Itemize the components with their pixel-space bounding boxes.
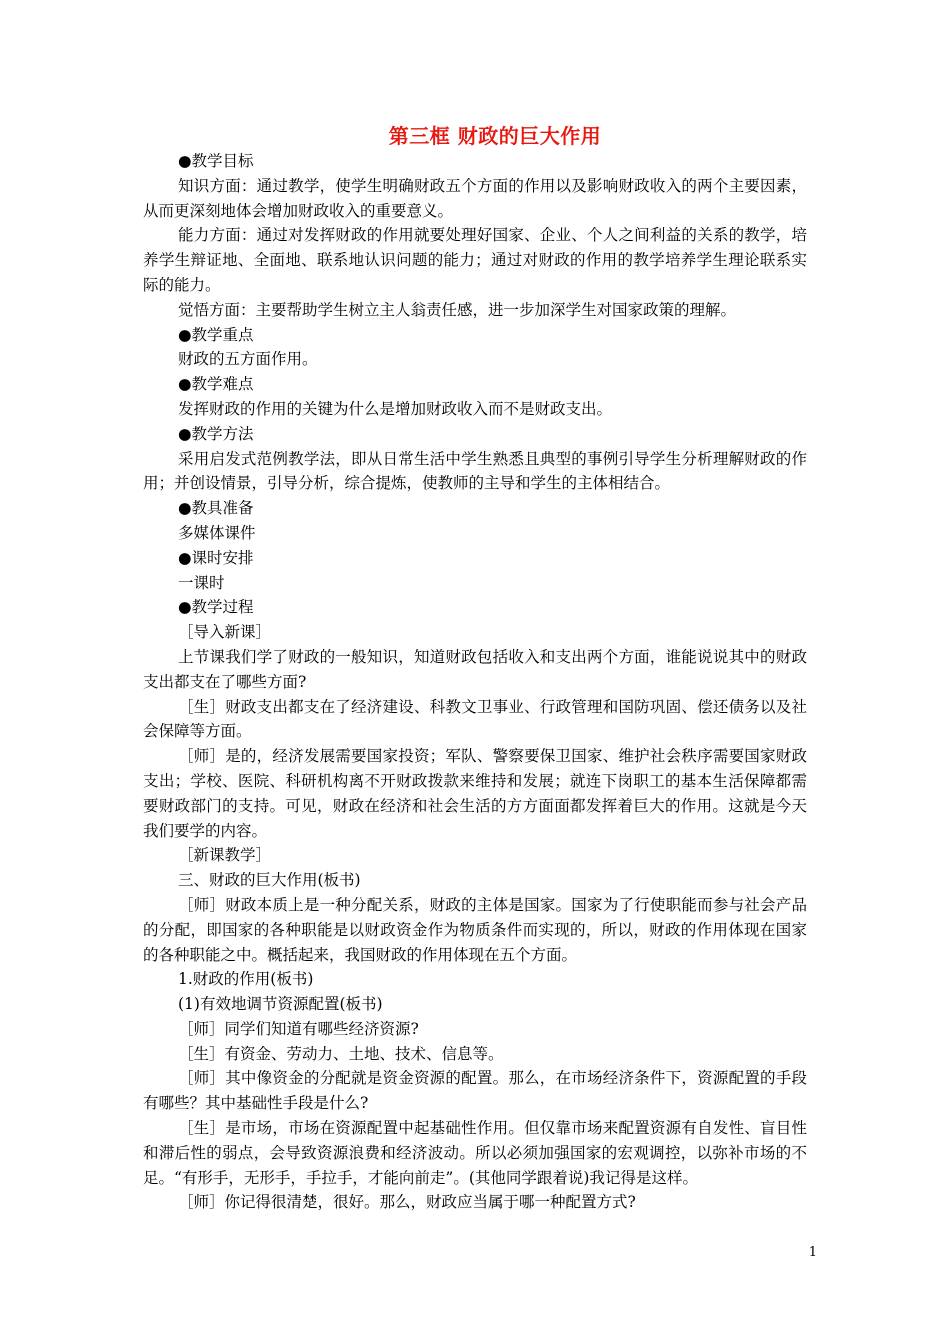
section-heading: ●教学目标 (178, 152, 254, 170)
paragraph: ［新课教学］ (178, 846, 272, 865)
paragraph: ［师］你记得很清楚，很好。那么，财政应当属于哪一种配置方式? (178, 1193, 636, 1212)
paragraph: 发挥财政的作用的关键为什么是增加财政收入而不是财政支出。 (178, 399, 613, 418)
paragraph: 三、财政的巨大作用(板书) (178, 871, 361, 890)
paragraph: ［师］财政本质上是一种分配关系，财政的主体是国家。国家为了行使职能而参与社会产品的分配，即国家的各种职能是以财政资金作为物质条件而实现的，所以，财政的作用体现在国家的各种职能之中。概括起来，我国财政的作用体现在五个方面。 (143, 895, 807, 964)
paragraph: ［生］有资金、劳动力、土地、技术、信息等。 (178, 1044, 504, 1063)
section-heading: ●教具准备 (178, 499, 254, 518)
paragraph: ［师］是的，经济发展需要国家投资；军队、警察要保卫国家、维护社会秩序需要国家财政支出；学校、医院、科研机构离不开财政拨款来维持和发展；就连下岗职工的基本生活保障都需要财政部门的支持。可见，财政在经济和社会生活的方方面面都发挥着巨大的作用。这就是今天我们要学的内容。 (143, 747, 807, 840)
section-heading: ●教学方法 (178, 424, 254, 443)
paragraph: 觉悟方面：主要帮助学生树立主人翁责任感，进一步加深学生对国家政策的理解。 (178, 300, 737, 319)
paragraph: 能力方面：通过对发挥财政的作用就要处理好国家、企业、个人之间利益的关系的教学，培养学生辩证地、全面地、联系地认识问题的能力；通过对财政的作用的教学培养学生理论联系实际的能力。 (143, 226, 807, 294)
paragraph: 1.财政的作用(板书) (178, 970, 314, 989)
section-heading: ●教学过程 (178, 598, 254, 617)
section-heading: ●教学重点 (178, 325, 254, 344)
paragraph: 上节课我们学了财政的一般知识，知道财政包括收入和支出两个方面，谁能说说其中的财政支出都支在了哪些方面? (143, 647, 807, 691)
paragraph: 一课时 (178, 573, 225, 592)
page-number: 1 (808, 1245, 817, 1260)
paragraph: ［师］其中像资金的分配就是资金资源的配置。那么，在市场经济条件下，资源配置的手段有哪些？其中基础性手段是什么? (143, 1069, 807, 1113)
document-title: 第三框 财政的巨大作用 (388, 124, 602, 148)
document-body (143, 149, 807, 1215)
paragraph: 财政的五方面作用。 (178, 350, 318, 369)
paragraph: ［生］财政支出都支在了经济建设、科教文卫事业、行政管理和国防巩固、偿还债务以及社会保障等方面。 (143, 697, 807, 741)
paragraph: 采用启发式范例教学法，即从日常生活中学生熟悉且典型的事例引导学生分析理解财政的作用；并创设情景，引导分析，综合提炼，使教师的主导和学生的主体相结合。 (143, 449, 807, 493)
paragraph: (1)有效地调节资源配置(板书) (178, 995, 383, 1014)
paragraph: 多媒体课件 (178, 523, 256, 542)
section-heading: ●教学难点 (178, 375, 254, 394)
section-heading: ●课时安排 (178, 548, 254, 567)
paragraph: ［生］是市场，市场在资源配置中起基础性作用。但仅靠市场来配置资源有自发性、盲目性和滞后性的弱点，会导致资源浪费和经济波动。所以必须加强国家的宏观调控，以弥补市场的不足。“有形手，无形手，手拉手，才能向前走”。(其他同学跟着说)我记得是这样。 (143, 1119, 807, 1187)
paragraph: 知识方面：通过教学，使学生明确财政五个方面的作用以及影响财政收入的两个主要因素，从而更深刻地体会增加财政收入的重要意义。 (143, 176, 807, 220)
paragraph: ［师］同学们知道有哪些经济资源? (178, 1019, 419, 1038)
paragraph: ［导入新课］ (178, 623, 272, 642)
